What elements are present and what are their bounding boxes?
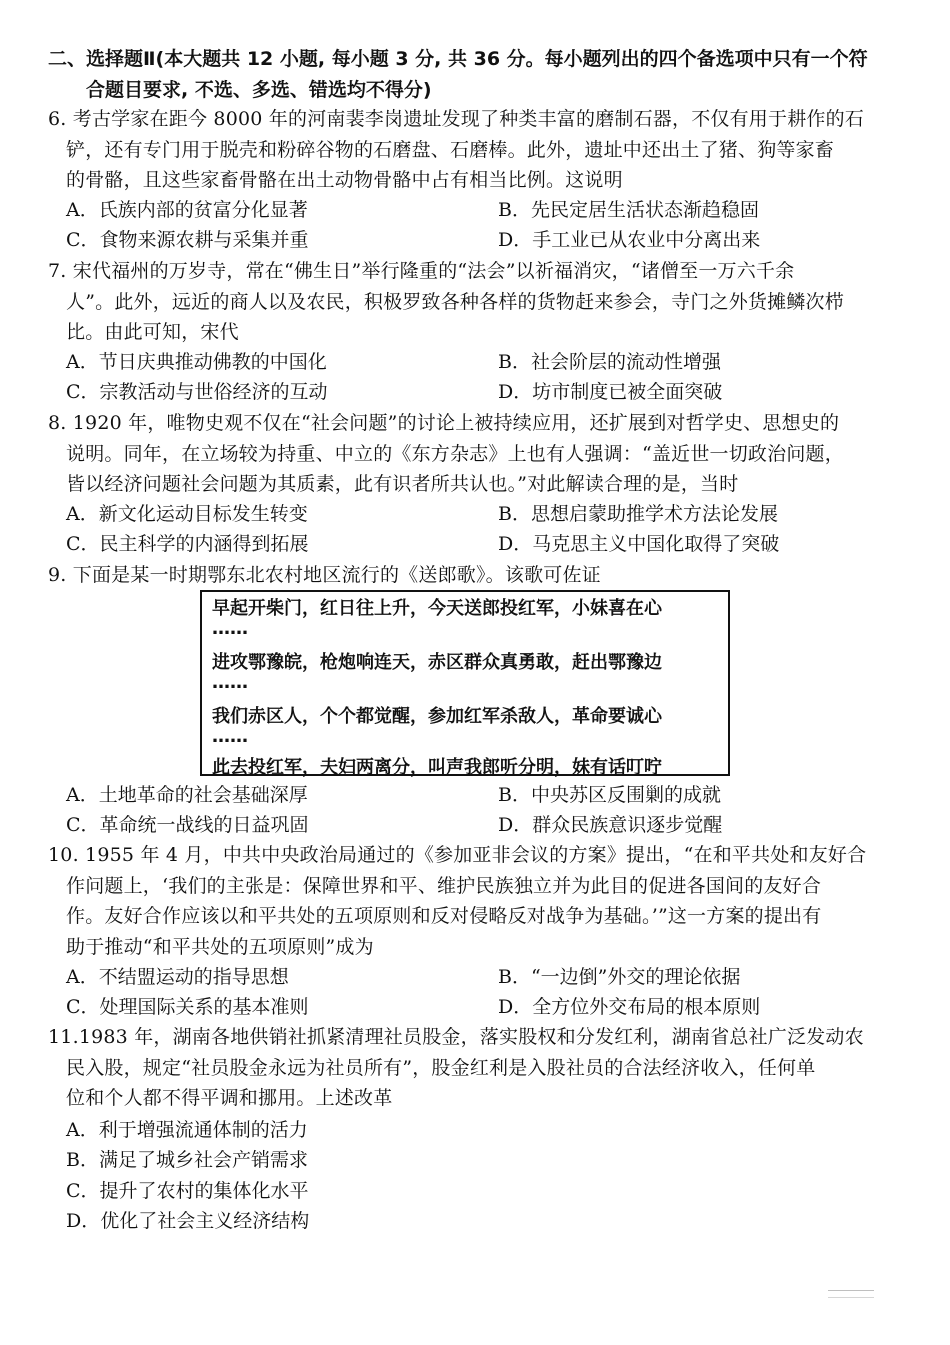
question-8-option-a: A．新文化运动目标发生转变	[66, 503, 308, 525]
question-8-stem	[48, 408, 904, 500]
question-9-options-row-2	[66, 810, 906, 840]
question-10-line-2: 作问题上，‘我们的主张是：保障世界和平、维护民族独立并为此目的促进各国间的友好合	[66, 874, 822, 897]
question-10-option-a: A．不结盟运动的指导思想	[66, 966, 289, 988]
question-8-option-c: C．民主科学的内涵得到拓展	[66, 533, 309, 555]
question-8-options-row-1	[66, 499, 906, 529]
question-6-option-a: A．氏族内部的贫富分化显著	[66, 199, 308, 221]
question-9-option-a: A．土地革命的社会基础深厚	[66, 784, 308, 806]
question-10-option-d: D．全方位外交布局的根本原则	[498, 996, 761, 1018]
song-lyric-line: 我们赤区人，个个都觉醒，参加红军杀敌人，革命要诚心	[212, 706, 662, 727]
question-7-options-row-1	[66, 347, 906, 377]
question-10-option-b: B．“一边倒”外交的理论依据	[498, 966, 741, 988]
question-6-option-c: C．食物来源农耕与采集并重	[66, 229, 309, 251]
question-6-stem	[48, 104, 904, 196]
question-6-line-3: 的骨骼，且这些家畜骨骼在出土动物骨骼中占有相当比例。这说明	[66, 169, 623, 191]
question-11-option-a: A．利于增强流通体制的活力	[66, 1119, 308, 1141]
question-9-stem	[48, 560, 904, 591]
question-10-stem	[48, 840, 904, 962]
song-lyric-ellipsis: ……	[212, 672, 248, 693]
section-heading-line-1: 二、选择题Ⅱ(本大题共 12 小题, 每小题 3 分, 共 36 分。每小题列出的四个备选项中只有一个符	[48, 48, 868, 70]
question-6-line-2: 铲，还有专门用于脱壳和粉碎谷物的石磨盘、石磨棒。此外，遗址中还出土了猪、狗等家畜	[66, 138, 835, 161]
question-10-line-4: 助于推动“和平共处的五项原则”成为	[66, 935, 374, 958]
question-9-line-1: 9. 下面是某一时期鄂东北农村地区流行的《送郎歌》。该歌可佐证	[48, 564, 601, 586]
song-lyric-ellipsis: ……	[212, 618, 248, 639]
question-7-line-3: 比。由此可知，宋代	[66, 321, 239, 343]
question-10-line-1: 10. 1955 年 4 月，中共中央政治局通过的《参加亚非会议的方案》提出，“在和平共处和友好合	[48, 844, 867, 866]
song-lyric-ellipsis: ……	[212, 726, 248, 747]
question-9-options-row-1	[66, 780, 906, 810]
question-7-options-row-2	[66, 377, 906, 407]
question-11-line-3: 位和个人都不得平调和挪用。上述改革	[66, 1087, 393, 1109]
question-7-option-c: C．宗教活动与世俗经济的互动	[66, 381, 328, 403]
question-6-line-1: 6. 考古学家在距今 8000 年的河南裴李岗遗址发现了种类丰富的磨制石器，不仅有用于耕作的石	[48, 108, 865, 130]
question-9-option-b: B．中央苏区反围剿的成就	[498, 784, 721, 806]
question-7-option-b: B．社会阶层的流动性增强	[498, 351, 721, 373]
question-7-option-a: A．节日庆典推动佛教的中国化	[66, 351, 327, 373]
song-lyric-line: 此去投红军，夫妇两离分，叫声我郎听分明，妹有话叮咛	[212, 757, 662, 778]
question-7-option-d: D．坊市制度已被全面突破	[498, 381, 723, 403]
question-11-option-b: B．满足了城乡社会产销需求	[66, 1149, 308, 1171]
question-8-line-3: 皆以经济问题社会问题为其质素，此有识者所共认也。”对此解读合理的是，当时	[66, 473, 739, 495]
question-10-options-row-2	[66, 992, 906, 1022]
question-11-line-2: 民入股，规定“社员股金永远为社员所有”，股金红利是入股社员的合法经济收入，任何单	[66, 1056, 816, 1079]
question-6-option-d: D．手工业已从农业中分离出来	[498, 229, 761, 251]
question-6-options-row-2	[66, 225, 906, 255]
question-9-option-d: D．群众民族意识逐步觉醒	[498, 814, 723, 836]
question-7-stem	[48, 256, 904, 348]
question-7-line-1: 7. 宋代福州的万岁寺，常在“佛生日”举行隆重的“法会”以祈福消灾，“诸僧至一万六千余	[48, 260, 795, 282]
question-9-option-c: C．革命统一战线的日益巩固	[66, 814, 309, 836]
question-7-line-2: 人”。此外，远近的商人以及农民，积极罗致各种各样的货物赶来参会，寺门之外货摊鳞次栉	[66, 290, 844, 313]
question-8-line-2: 说明。同年，在立场较为持重、中立的《东方杂志》上也有人强调：“盖近世一切政治问题，	[66, 442, 844, 465]
question-6-option-b: B．先民定居生活状态渐趋稳固	[498, 199, 759, 221]
question-8-line-1: 8. 1920 年，唯物史观不仅在“社会问题”的讨论上被持续应用，还扩展到对哲学史、思想史的	[48, 412, 840, 434]
question-8-options-row-2	[66, 529, 906, 559]
question-11-option-c: C．提升了农村的集体化水平	[66, 1180, 309, 1202]
question-11-option-d: D．优化了社会主义经济结构	[66, 1210, 310, 1232]
song-lyric-line: 进攻鄂豫皖，枪炮响连天，赤区群众真勇敢，赶出鄂豫边	[212, 652, 662, 673]
section-heading	[48, 44, 908, 106]
song-lyric-line: 早起开柴门，红日往上升，今天送郎投红军，小妹喜在心	[212, 598, 662, 619]
song-lyrics-box	[200, 590, 730, 776]
question-10-option-c: C．处理国际关系的基本准则	[66, 996, 309, 1018]
question-10-options-row-1	[66, 962, 906, 992]
scan-mark	[828, 1290, 874, 1298]
question-6-options-row-1	[66, 195, 906, 225]
question-10-line-3: 作。友好合作应该以和平共处的五项原则和反对侵略反对战争为基础。’”这一方案的提出有	[66, 905, 822, 927]
question-8-option-b: B．思想启蒙助推学术方法论发展	[498, 503, 778, 525]
question-8-option-d: D．马克思主义中国化取得了突破	[498, 533, 780, 555]
question-11-stem	[48, 1022, 904, 1114]
question-11-line-1: 11.1983 年，湖南各地供销社抓紧清理社员股金，落实股权和分发红利，湖南省总社广泛发动农	[48, 1026, 864, 1048]
section-heading-line-2: 合题目要求, 不选、多选、错选均不得分)	[86, 79, 432, 101]
